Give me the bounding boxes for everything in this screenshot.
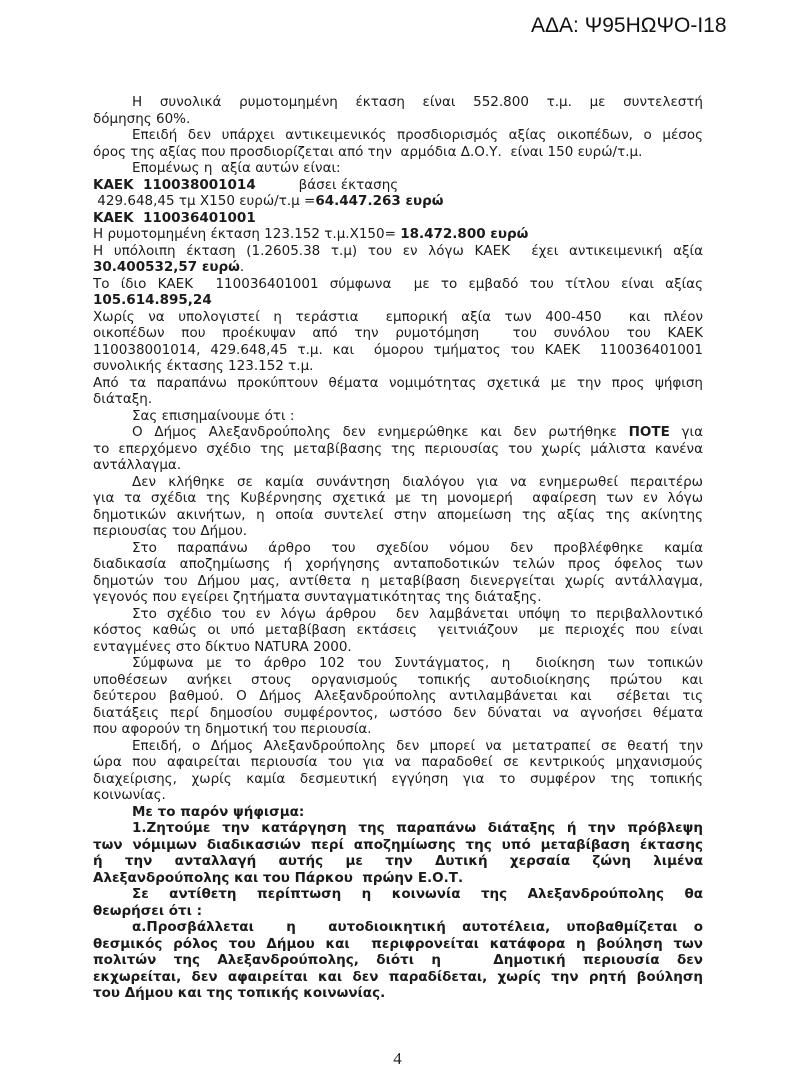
page-number: 4 <box>393 1049 402 1068</box>
text-run: 110038001014, 429.648,45 τ.μ. και όμορου τμήματος του ΚΑΕΚ 110036401001 <box>93 341 703 358</box>
text-run: δημοτών του Δήμου μας, αντίθετα η μεταβίβαση διενεργείται χωρίς αντάλλαγμα, <box>93 572 703 589</box>
bold-text-run: ΚΑΕΚ 110038001014 <box>93 176 256 193</box>
text-line <box>93 936 703 953</box>
text-line <box>93 391 703 408</box>
text-run: ενταγμένες στο δίκτυο NATURA 2000. <box>93 638 352 655</box>
bold-text-run: Σε αντίθετη περίπτωση η κοινωνία της Αλεξανδρούπολης θα <box>132 886 703 902</box>
text-line <box>93 160 703 177</box>
text-run: . <box>239 259 245 275</box>
text-run: οικοπέδων που προέκυψαν από την ρυμοτόμηση του συνόλου του ΚΑΕΚ <box>93 325 703 341</box>
text-line <box>93 738 703 755</box>
bold-text-run: 105.614.895,24 <box>93 292 212 308</box>
text-run: για <box>669 424 703 440</box>
text-line <box>93 259 703 276</box>
text-line <box>93 919 703 936</box>
text-line <box>93 342 703 359</box>
text-line <box>93 127 703 144</box>
bold-text-run: θεωρήσει ότι : <box>93 902 203 919</box>
text-line <box>93 754 703 771</box>
text-line <box>93 903 703 920</box>
text-line <box>93 622 703 639</box>
document-body <box>93 94 703 1002</box>
text-run: Επομένως η αξία αυτών είναι: <box>132 160 341 176</box>
text-line <box>93 540 703 557</box>
text-line <box>93 94 703 111</box>
text-line <box>93 787 703 804</box>
bold-text-run: θεσμικός ρόλος του Δήμου και περιφρονείται κατάφορα η βούληση των <box>93 935 703 952</box>
bold-text-run: πολιτών της Αλεξανδρούπολης, διότι η Δημοτική περιουσία δεν <box>93 952 703 968</box>
text-line <box>93 474 703 491</box>
text-line <box>93 870 703 887</box>
text-line <box>93 688 703 705</box>
text-run: Στο σχέδιο του εν λόγω άρθρου δεν λαμβάνεται υπόψη το περιβαλλοντικό <box>132 605 703 622</box>
bold-text-run: εκχωρείται, δεν αφαιρείται και δεν παραδίδεται, χωρίς την ρητή βούληση <box>93 968 703 985</box>
text-line <box>93 111 703 128</box>
text-run: που αφορούν τη δημοτική του περιουσία. <box>93 721 372 737</box>
text-run: ώρα που αφαιρείται περιουσία του για να παραδοθεί σε κεντρικούς μηχανισμούς <box>93 754 703 770</box>
text-line <box>93 408 703 425</box>
text-line <box>93 523 703 540</box>
bold-text-run: Αλεξανδρούπολης και του Πάρκου πρώην Ε.Ο.Τ. <box>93 869 464 886</box>
text-line <box>93 639 703 656</box>
text-run: Η ρυμοτομημένη έκταση 123.152 τ.μ.Χ150= <box>93 226 401 242</box>
text-line <box>93 853 703 870</box>
text-line <box>93 886 703 903</box>
bold-text-run: 18.472.800 ευρώ <box>400 226 529 242</box>
text-line <box>93 193 703 210</box>
bold-text-run: των νόμιμων διαδικασιών περί αποζημίωσης της υπό μεταβίβαση έκτασης <box>93 836 703 853</box>
bold-text-run: 1.Ζητούμε την κατάργηση της παραπάνω διάταξης ή την πρόβλεψη <box>132 820 703 836</box>
text-run: Δεν κλήθηκε σε καμία συνάντηση διαλόγου για να ενημερωθεί περαιτέρω <box>132 473 703 490</box>
bold-text-run: 30.400532,57 ευρώ <box>93 259 240 275</box>
text-run: Σύμφωνα με το άρθρο 102 του Συντάγματος, η διοίκηση των τοπικών <box>132 655 703 671</box>
text-run: κοινωνίας. <box>93 787 166 803</box>
text-run: το επερχόμενο σχέδιο της μεταβίβασης της περιουσίας του χωρίς μάλιστα κανένα <box>93 440 703 457</box>
text-run: διαδικασία αποζημίωσης ή χορήγησης ανταποδοτικών τελών προς όφελος των <box>93 556 703 572</box>
text-line <box>93 573 703 590</box>
text-run: γεγονός που εγείρει ζητήματα συνταγματικότητας της διάταξης. <box>93 589 542 605</box>
text-run: για τα σχέδια της Κυβέρνησης σχετικά με τη μονομερή αφαίρεση των εν λόγω <box>93 490 703 506</box>
text-run: Επειδή δεν υπάρχει αντικειμενικός προσδιορισμός αξίας οικοπέδων, ο μέσος <box>132 127 703 143</box>
text-run: Σας επισημαίνουμε ότι : <box>132 407 295 424</box>
text-run: Η συνολικά ρυμοτομημένη έκταση είναι 552.800 τ.μ. με συντελεστή <box>132 94 703 110</box>
text-line <box>93 177 703 194</box>
bold-text-run: Με το παρόν ψήφισμα: <box>132 803 305 820</box>
text-run: Από τα παραπάνω προκύπτουν θέματα νομιμότητας σχετικά με την προς ψήφιση <box>93 374 703 391</box>
text-run: κόστος καθώς οι υπό μεταβίβαση εκτάσεις γειτνιάζουν με περιοχές που είναι <box>93 622 703 638</box>
text-line <box>93 771 703 788</box>
text-run: διαχείρισης, χωρίς καμία δεσμευτική εγγύηση για το συμφέρον της τοπικής <box>93 770 703 787</box>
text-run: δεύτερου βαθμού. Ο Δήμος Αλεξανδρούπολης αντιλαμβάνεται και σέβεται τις <box>93 688 703 704</box>
text-line <box>93 705 703 722</box>
bold-text-run: ΚΑΕΚ 110036401001 <box>93 209 256 226</box>
text-line <box>93 672 703 689</box>
text-line <box>93 276 703 293</box>
text-run: συνολικής έκτασης 123.152 τ.μ. <box>93 358 314 374</box>
text-run: Χωρίς να υπολογιστεί η τεράστια εμπορική αξία των 400-450 και πλέον <box>93 308 703 325</box>
text-line <box>93 969 703 986</box>
text-line <box>93 144 703 161</box>
text-line <box>93 606 703 623</box>
ada-code: ΑΔΑ: Ψ95ΗΩΨΟ-Ι18 <box>531 14 727 37</box>
text-line <box>93 556 703 573</box>
text-line <box>93 721 703 738</box>
text-line <box>93 325 703 342</box>
text-line <box>93 441 703 458</box>
text-run: περιουσίας του Δήμου. <box>93 523 248 539</box>
text-run: διάταξη. <box>93 391 153 407</box>
text-line <box>93 589 703 606</box>
text-line <box>93 837 703 854</box>
text-line <box>93 358 703 375</box>
bold-text-run: ή την ανταλλαγή αυτής με την Δυτική χερσαία ζώνη λιμένα <box>93 853 703 869</box>
bold-text-run: ΠΟΤΕ <box>628 424 670 440</box>
text-run: υποθέσεων ανήκει στους οργανισμούς τοπικής αυτοδιοίκησης πρώτου και <box>93 671 703 688</box>
text-line <box>93 490 703 507</box>
text-line <box>93 985 703 1002</box>
text-line <box>93 507 703 524</box>
text-run: δημοτικών ακινήτων, η οποία συντελεί στην απομείωση της αξίας της ακίνητης <box>93 506 703 523</box>
text-run: 429.648,45 τμ Χ150 ευρώ/τ.μ = <box>93 193 316 209</box>
text-line <box>93 804 703 821</box>
bold-text-run: 64.447.263 ευρώ <box>315 193 444 209</box>
text-line <box>93 375 703 392</box>
text-run: όρος της αξίας που προσδιορίζεται από την αρμόδια Δ.Ο.Υ. είναι 150 ευρώ/τ.μ. <box>93 143 643 160</box>
text-run: δόμησης 60%. <box>93 110 191 127</box>
text-run: Στο παραπάνω άρθρο του σχεδίου νόμου δεν προβλέφθηκε καμία <box>132 539 703 556</box>
bold-text-run: α.Προσβάλλεται η αυτοδιοικητική αυτοτέλεια, υποβαθμίζεται ο <box>132 919 703 935</box>
bold-text-run: του Δήμου και της τοπικής κοινωνίας. <box>93 985 386 1001</box>
text-run: διατάξεις περί δημοσίου συμφέροντος, ωστόσο δεν δύναται να αγνοήσει θέματα <box>93 704 703 721</box>
text-run: Το ίδιο ΚΑΕΚ 110036401001 σύμφωνα με το εμβαδό του τίτλου είναι αξίας <box>93 275 703 292</box>
text-run: βάσει έκτασης <box>255 176 399 193</box>
text-line <box>93 210 703 227</box>
text-line <box>93 457 703 474</box>
text-line <box>93 226 703 243</box>
text-line <box>93 952 703 969</box>
text-line <box>93 309 703 326</box>
text-line <box>93 243 703 260</box>
text-line <box>93 820 703 837</box>
text-line <box>93 424 703 441</box>
text-line <box>93 292 703 309</box>
text-run: αντάλλαγμα. <box>93 457 182 473</box>
text-run: Επειδή, ο Δήμος Αλεξανδρούπολης δεν μπορεί να μετατραπεί σε θεατή την <box>132 737 703 754</box>
text-run: Η υπόλοιπη έκταση (1.2605.38 τ.μ) του εν λόγω ΚΑΕΚ έχει αντικειμενική αξία <box>93 242 703 259</box>
text-line <box>93 655 703 672</box>
text-run: Ο Δήμος Αλεξανδρούπολης δεν ενημερώθηκε και δεν ρωτήθηκε <box>132 424 629 440</box>
